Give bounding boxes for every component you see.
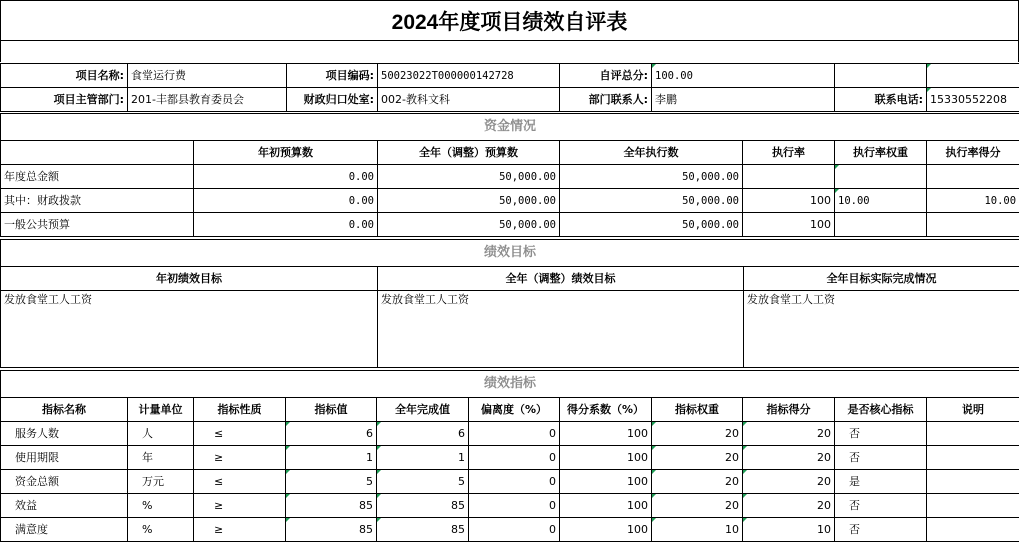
funds-header: 全年（调整）预算数 bbox=[378, 141, 560, 165]
indicator-actual[interactable]: 1 bbox=[377, 446, 469, 470]
indicator-target[interactable]: 6 bbox=[286, 422, 377, 446]
page-title: 2024年度项目绩效自评表 bbox=[0, 0, 1019, 41]
indicator-deviation[interactable]: 0 bbox=[469, 494, 560, 518]
indicator-target[interactable]: 85 bbox=[286, 518, 377, 542]
fund-executed[interactable]: 50,000.00 bbox=[560, 189, 743, 213]
indicator-deviation[interactable]: 0 bbox=[469, 518, 560, 542]
fund-weight[interactable] bbox=[835, 213, 927, 237]
indicator-actual[interactable]: 85 bbox=[377, 518, 469, 542]
funds-header: 年初预算数 bbox=[194, 141, 378, 165]
indicator-header: 偏离度（%） bbox=[469, 398, 560, 422]
indicators-table bbox=[0, 370, 1019, 542]
fund-rate[interactable]: 100 bbox=[743, 213, 835, 237]
indicator-coef[interactable]: 100 bbox=[560, 470, 652, 494]
indicator-coef[interactable]: 100 bbox=[560, 422, 652, 446]
funds-header: 执行率权重 bbox=[835, 141, 927, 165]
phone-label: 联系电话: bbox=[835, 88, 927, 112]
fund-weight[interactable] bbox=[835, 165, 927, 189]
fund-rate[interactable]: 100 bbox=[743, 189, 835, 213]
indicator-deviation[interactable]: 0 bbox=[469, 470, 560, 494]
indicator-core[interactable]: 是 bbox=[835, 470, 927, 494]
fund-label: 一般公共预算 bbox=[1, 213, 194, 237]
indicator-weight[interactable]: 20 bbox=[652, 494, 743, 518]
indicator-score[interactable]: 20 bbox=[743, 494, 835, 518]
indicator-header: 指标名称 bbox=[1, 398, 128, 422]
indicator-actual[interactable]: 5 bbox=[377, 470, 469, 494]
fund-score[interactable]: 10.00 bbox=[927, 189, 1019, 213]
self-score-label: 自评总分: bbox=[560, 64, 652, 88]
fund-weight[interactable]: 10.00 bbox=[835, 189, 927, 213]
indicator-target[interactable]: 1 bbox=[286, 446, 377, 470]
fund-initial[interactable]: 0.00 bbox=[194, 189, 378, 213]
goal-header-actual: 全年目标实际完成情况 bbox=[744, 267, 1019, 291]
indicator-core[interactable]: 否 bbox=[835, 494, 927, 518]
fund-adjusted[interactable]: 50,000.00 bbox=[378, 189, 560, 213]
indicator-header: 得分系数（%） bbox=[560, 398, 652, 422]
indicator-nature[interactable]: ≥ bbox=[194, 518, 286, 542]
fund-score[interactable] bbox=[927, 213, 1019, 237]
table-row bbox=[1, 470, 1019, 494]
goal-header-initial: 年初绩效目标 bbox=[1, 267, 378, 291]
indicator-unit[interactable]: 万元 bbox=[128, 470, 194, 494]
indicator-core[interactable]: 否 bbox=[835, 446, 927, 470]
indicator-score[interactable]: 20 bbox=[743, 446, 835, 470]
indicator-weight[interactable]: 20 bbox=[652, 422, 743, 446]
indicator-header: 指标权重 bbox=[652, 398, 743, 422]
funds-header: 全年执行数 bbox=[560, 141, 743, 165]
indicator-header: 全年完成值 bbox=[377, 398, 469, 422]
table-row bbox=[1, 213, 1019, 237]
project-name-value[interactable]: 食堂运行费 bbox=[128, 64, 287, 88]
office-value[interactable]: 002-教科文科 bbox=[378, 88, 560, 112]
dept-value[interactable]: 201-丰都县教育委员会 bbox=[128, 88, 287, 112]
phone-value[interactable]: 15330552208 bbox=[927, 88, 1019, 112]
fund-initial[interactable]: 0.00 bbox=[194, 165, 378, 189]
fund-score[interactable] bbox=[927, 165, 1019, 189]
indicator-header: 指标性质 bbox=[194, 398, 286, 422]
indicator-unit[interactable]: % bbox=[128, 494, 194, 518]
table-row bbox=[1, 189, 1019, 213]
empty-cell[interactable] bbox=[927, 64, 1019, 88]
fund-label: 其中：财政拨款 bbox=[1, 189, 194, 213]
blank-row bbox=[0, 40, 1019, 62]
indicator-target[interactable]: 85 bbox=[286, 494, 377, 518]
contact-label: 部门联系人: bbox=[560, 88, 652, 112]
fund-executed[interactable]: 50,000.00 bbox=[560, 165, 743, 189]
contact-value[interactable]: 李鹏 bbox=[652, 88, 835, 112]
goal-initial-text[interactable]: 发放食堂工人工资 bbox=[1, 291, 378, 368]
indicator-deviation[interactable]: 0 bbox=[469, 422, 560, 446]
fund-adjusted[interactable]: 50,000.00 bbox=[378, 165, 560, 189]
project-code-value[interactable]: 50023022T000000142728 bbox=[378, 64, 560, 88]
indicator-nature[interactable]: ≤ bbox=[194, 422, 286, 446]
goals-table bbox=[0, 239, 1019, 368]
dept-label: 项目主管部门: bbox=[1, 88, 128, 112]
funds-header bbox=[1, 141, 194, 165]
indicator-unit[interactable]: 人 bbox=[128, 422, 194, 446]
indicator-nature[interactable]: ≥ bbox=[194, 494, 286, 518]
table-row bbox=[1, 518, 1019, 542]
office-label: 财政归口处室: bbox=[287, 88, 378, 112]
indicator-name[interactable]: 服务人数 bbox=[1, 422, 128, 446]
empty-cell[interactable] bbox=[835, 64, 927, 88]
indicator-weight[interactable]: 20 bbox=[652, 446, 743, 470]
indicator-header: 计量单位 bbox=[128, 398, 194, 422]
project-code-label: 项目编码: bbox=[287, 64, 378, 88]
indicator-header: 说明 bbox=[927, 398, 1019, 422]
indicators-section-title: 绩效指标 bbox=[1, 371, 1019, 398]
indicator-actual[interactable]: 6 bbox=[377, 422, 469, 446]
indicator-core[interactable]: 否 bbox=[835, 422, 927, 446]
indicator-name[interactable]: 满意度 bbox=[1, 518, 128, 542]
fund-executed[interactable]: 50,000.00 bbox=[560, 213, 743, 237]
fund-rate[interactable] bbox=[743, 165, 835, 189]
goal-adjusted-text[interactable]: 发放食堂工人工资 bbox=[378, 291, 744, 368]
goal-actual-text[interactable]: 发放食堂工人工资 bbox=[744, 291, 1019, 368]
indicator-nature[interactable]: ≥ bbox=[194, 446, 286, 470]
indicator-core[interactable]: 否 bbox=[835, 518, 927, 542]
indicator-unit[interactable]: % bbox=[128, 518, 194, 542]
indicator-score[interactable]: 20 bbox=[743, 470, 835, 494]
indicator-score[interactable]: 20 bbox=[743, 422, 835, 446]
fund-label: 年度总金额 bbox=[1, 165, 194, 189]
table-row bbox=[1, 165, 1019, 189]
indicator-coef[interactable]: 100 bbox=[560, 518, 652, 542]
goals-section-title: 绩效目标 bbox=[1, 240, 1019, 267]
fund-initial[interactable]: 0.00 bbox=[194, 213, 378, 237]
indicator-score[interactable]: 10 bbox=[743, 518, 835, 542]
indicator-weight[interactable]: 20 bbox=[652, 470, 743, 494]
table-row bbox=[1, 494, 1019, 518]
table-row bbox=[1, 422, 1019, 446]
indicator-header: 指标值 bbox=[286, 398, 377, 422]
fund-adjusted[interactable]: 50,000.00 bbox=[378, 213, 560, 237]
indicator-note[interactable] bbox=[927, 422, 1019, 446]
indicator-name[interactable]: 使用期限 bbox=[1, 446, 128, 470]
self-score-value[interactable]: 100.00 bbox=[652, 64, 835, 88]
project-info-table bbox=[0, 63, 1019, 112]
indicator-note[interactable] bbox=[927, 494, 1019, 518]
indicator-deviation[interactable]: 0 bbox=[469, 446, 560, 470]
indicator-name[interactable]: 资金总额 bbox=[1, 470, 128, 494]
indicator-target[interactable]: 5 bbox=[286, 470, 377, 494]
indicator-header: 是否核心指标 bbox=[835, 398, 927, 422]
table-row bbox=[1, 446, 1019, 470]
funds-table bbox=[0, 113, 1019, 237]
indicator-header: 指标得分 bbox=[743, 398, 835, 422]
goal-header-adjusted: 全年（调整）绩效目标 bbox=[378, 267, 744, 291]
indicator-weight[interactable]: 10 bbox=[652, 518, 743, 542]
funds-header: 执行率 bbox=[743, 141, 835, 165]
indicator-actual[interactable]: 85 bbox=[377, 494, 469, 518]
indicator-nature[interactable]: ≤ bbox=[194, 470, 286, 494]
indicator-note[interactable] bbox=[927, 470, 1019, 494]
funds-header: 执行率得分 bbox=[927, 141, 1019, 165]
indicator-coef[interactable]: 100 bbox=[560, 494, 652, 518]
indicator-name[interactable]: 效益 bbox=[1, 494, 128, 518]
project-name-label: 项目名称: bbox=[1, 64, 128, 88]
indicator-note[interactable] bbox=[927, 518, 1019, 542]
indicator-unit[interactable]: 年 bbox=[128, 446, 194, 470]
indicator-coef[interactable]: 100 bbox=[560, 446, 652, 470]
indicator-note[interactable] bbox=[927, 446, 1019, 470]
funds-section-title: 资金情况 bbox=[1, 114, 1019, 141]
